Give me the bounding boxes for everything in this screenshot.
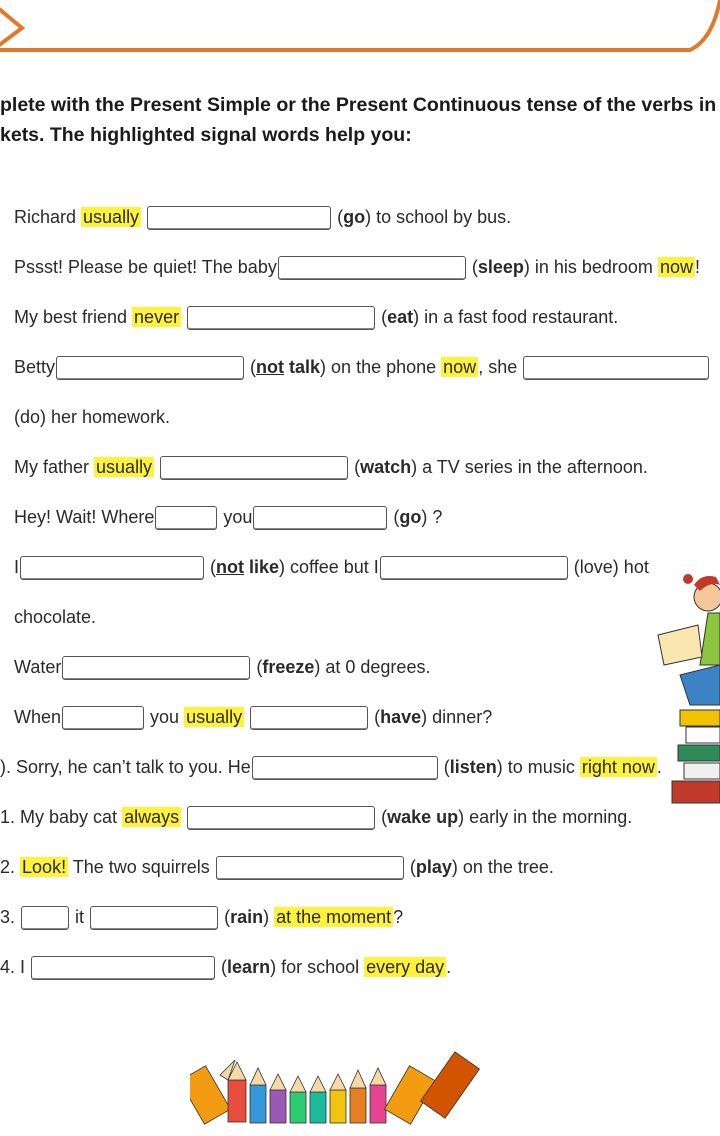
signal-word: never <box>134 307 180 327</box>
row-text: I <box>15 957 26 977</box>
answer-box[interactable] <box>20 556 204 580</box>
answer-box[interactable] <box>31 956 215 980</box>
row-text: Sorry, he can’t talk to you. He <box>11 757 251 777</box>
answer-box[interactable] <box>253 506 387 530</box>
signal-word: now <box>659 257 693 277</box>
exercise-row-8: I (not like) coffee but I (love) hot <box>14 552 649 582</box>
row-text: Richard <box>14 207 82 227</box>
row-text: When <box>14 707 62 727</box>
row-text: you <box>223 507 253 527</box>
row-text: My father <box>14 457 95 477</box>
row-text: Hey! Wait! Where <box>14 507 155 527</box>
row-text: chocolate. <box>14 607 97 627</box>
row-text: on the phone <box>326 357 442 377</box>
row-text: in his bedroom <box>529 257 658 277</box>
answer-box[interactable] <box>56 356 244 380</box>
row-text: Pssst! Please be quiet! The baby <box>14 257 277 277</box>
row-text: dinner? <box>427 707 493 727</box>
row-text: for school <box>276 957 365 977</box>
row-text: ? <box>393 907 404 927</box>
row-text: . <box>656 757 662 777</box>
signal-word: now <box>443 357 477 377</box>
row-text: in a fast food restaurant. <box>419 307 619 327</box>
signal-word: Look! <box>22 857 67 877</box>
signal-word: always <box>124 807 180 827</box>
row-text: to school by bus. <box>371 207 512 227</box>
answer-box[interactable] <box>21 906 69 930</box>
answer-box[interactable] <box>216 856 404 880</box>
verb: listen <box>449 757 497 777</box>
verb: go <box>399 507 422 527</box>
exercise-row-3: My best friend never (eat) in a fast food restaurant. <box>14 302 618 332</box>
exercise-row-13: 1. My baby cat always (wake up) early in the morning. <box>0 802 632 832</box>
girl-books-illustration <box>650 565 720 835</box>
verb: learn <box>227 957 271 977</box>
answer-box[interactable] <box>62 656 250 680</box>
row-text: , she <box>478 357 518 377</box>
verb: go <box>343 207 366 227</box>
item-number: ). <box>0 757 11 777</box>
row-text: you <box>150 707 185 727</box>
row-text: ? <box>427 507 443 527</box>
item-number: 4. <box>0 957 16 977</box>
answer-box[interactable] <box>250 706 368 730</box>
answer-box[interactable] <box>278 256 466 280</box>
exercise-row-12: ). Sorry, he can’t talk to you. He (listen) to music right now . <box>0 752 662 782</box>
answer-box[interactable] <box>523 356 709 380</box>
verb: rain <box>230 907 264 927</box>
instructions <box>0 90 715 150</box>
row-text: (love) hot <box>573 557 649 577</box>
verb: play <box>415 857 452 877</box>
exercise-row-9 <box>14 602 96 632</box>
verb: freeze <box>262 657 315 677</box>
answer-box[interactable] <box>90 906 218 930</box>
answer-box[interactable] <box>147 206 331 230</box>
row-text: The two squirrels <box>68 857 210 877</box>
row-text: I <box>14 557 20 577</box>
signal-word: every day <box>366 957 445 977</box>
verb: wake up <box>387 807 459 827</box>
row-text: on the tree. <box>457 857 554 877</box>
answer-box[interactable] <box>187 306 375 330</box>
signal-word: usually <box>186 707 243 727</box>
exercise-row-11: When you usually (have) dinner? <box>14 702 492 732</box>
row-text: a TV series in the afternoon. <box>417 457 648 477</box>
verb: eat <box>387 307 414 327</box>
answer-box[interactable] <box>252 756 438 780</box>
header-banner <box>0 0 720 60</box>
row-text: to music <box>502 757 580 777</box>
row-text: at 0 degrees. <box>320 657 431 677</box>
exercise-row-7: Hey! Wait! Where you (go) ? <box>14 502 442 532</box>
verb: like <box>244 557 280 577</box>
signal-word: usually <box>83 207 140 227</box>
signal-word: at the moment <box>276 907 392 927</box>
row-text: My best friend <box>14 307 133 327</box>
exercise-row-16: 4. I (learn) for school every day . <box>0 952 451 982</box>
row-text: . <box>446 957 452 977</box>
verb: watch <box>360 457 412 477</box>
signal-word: usually <box>96 457 153 477</box>
row-text: coffee but I <box>285 557 379 577</box>
exercise-row-15: 3. it (rain) at the moment ? <box>0 902 403 932</box>
exercise-row-6: My father usually (watch) a TV series in the afternoon. <box>14 452 648 482</box>
row-text: Water <box>14 657 62 677</box>
answer-box[interactable] <box>187 806 375 830</box>
item-number: 2. <box>0 857 16 877</box>
exercise-row-1: Richard usually (go) to school by bus. <box>14 202 511 232</box>
answer-box[interactable] <box>155 506 217 530</box>
exercise-row-14: 2. Look! The two squirrels (play) on the tree. <box>0 852 554 882</box>
row-text: (do) her homework. <box>14 407 171 427</box>
row-text: it <box>75 907 85 927</box>
answer-box[interactable] <box>380 556 568 580</box>
row-text: My baby cat <box>15 807 123 827</box>
instructions-line-1: plete with the Present Simple or the Present Continuous tense of the verbs in <box>0 94 717 116</box>
row-text: ! <box>694 257 700 277</box>
exercise-row-5 <box>14 402 170 432</box>
exercise-row-2: Pssst! Please be quiet! The baby (sleep) in his bedroom now ! <box>14 252 700 282</box>
verb-negation: not <box>256 357 285 377</box>
answer-box[interactable] <box>160 456 348 480</box>
signal-word: right now <box>581 757 655 777</box>
row-text: early in the morning. <box>464 807 633 827</box>
instructions-line-2: kets. The highlighted signal words help you: <box>0 124 412 146</box>
verb-negation: not <box>216 557 244 577</box>
item-number: 3. <box>0 907 16 927</box>
verb: sleep <box>477 257 524 277</box>
item-number: 1. <box>0 807 16 827</box>
exercise-row-10: Water (freeze) at 0 degrees. <box>14 652 430 682</box>
verb: have <box>380 707 422 727</box>
answer-box[interactable] <box>62 706 144 730</box>
verb: talk <box>284 357 321 377</box>
row-text: Betty <box>14 357 56 377</box>
exercise-row-4: Betty (not talk) on the phone now , she <box>14 352 710 382</box>
pencils-illustration <box>190 1040 480 1125</box>
